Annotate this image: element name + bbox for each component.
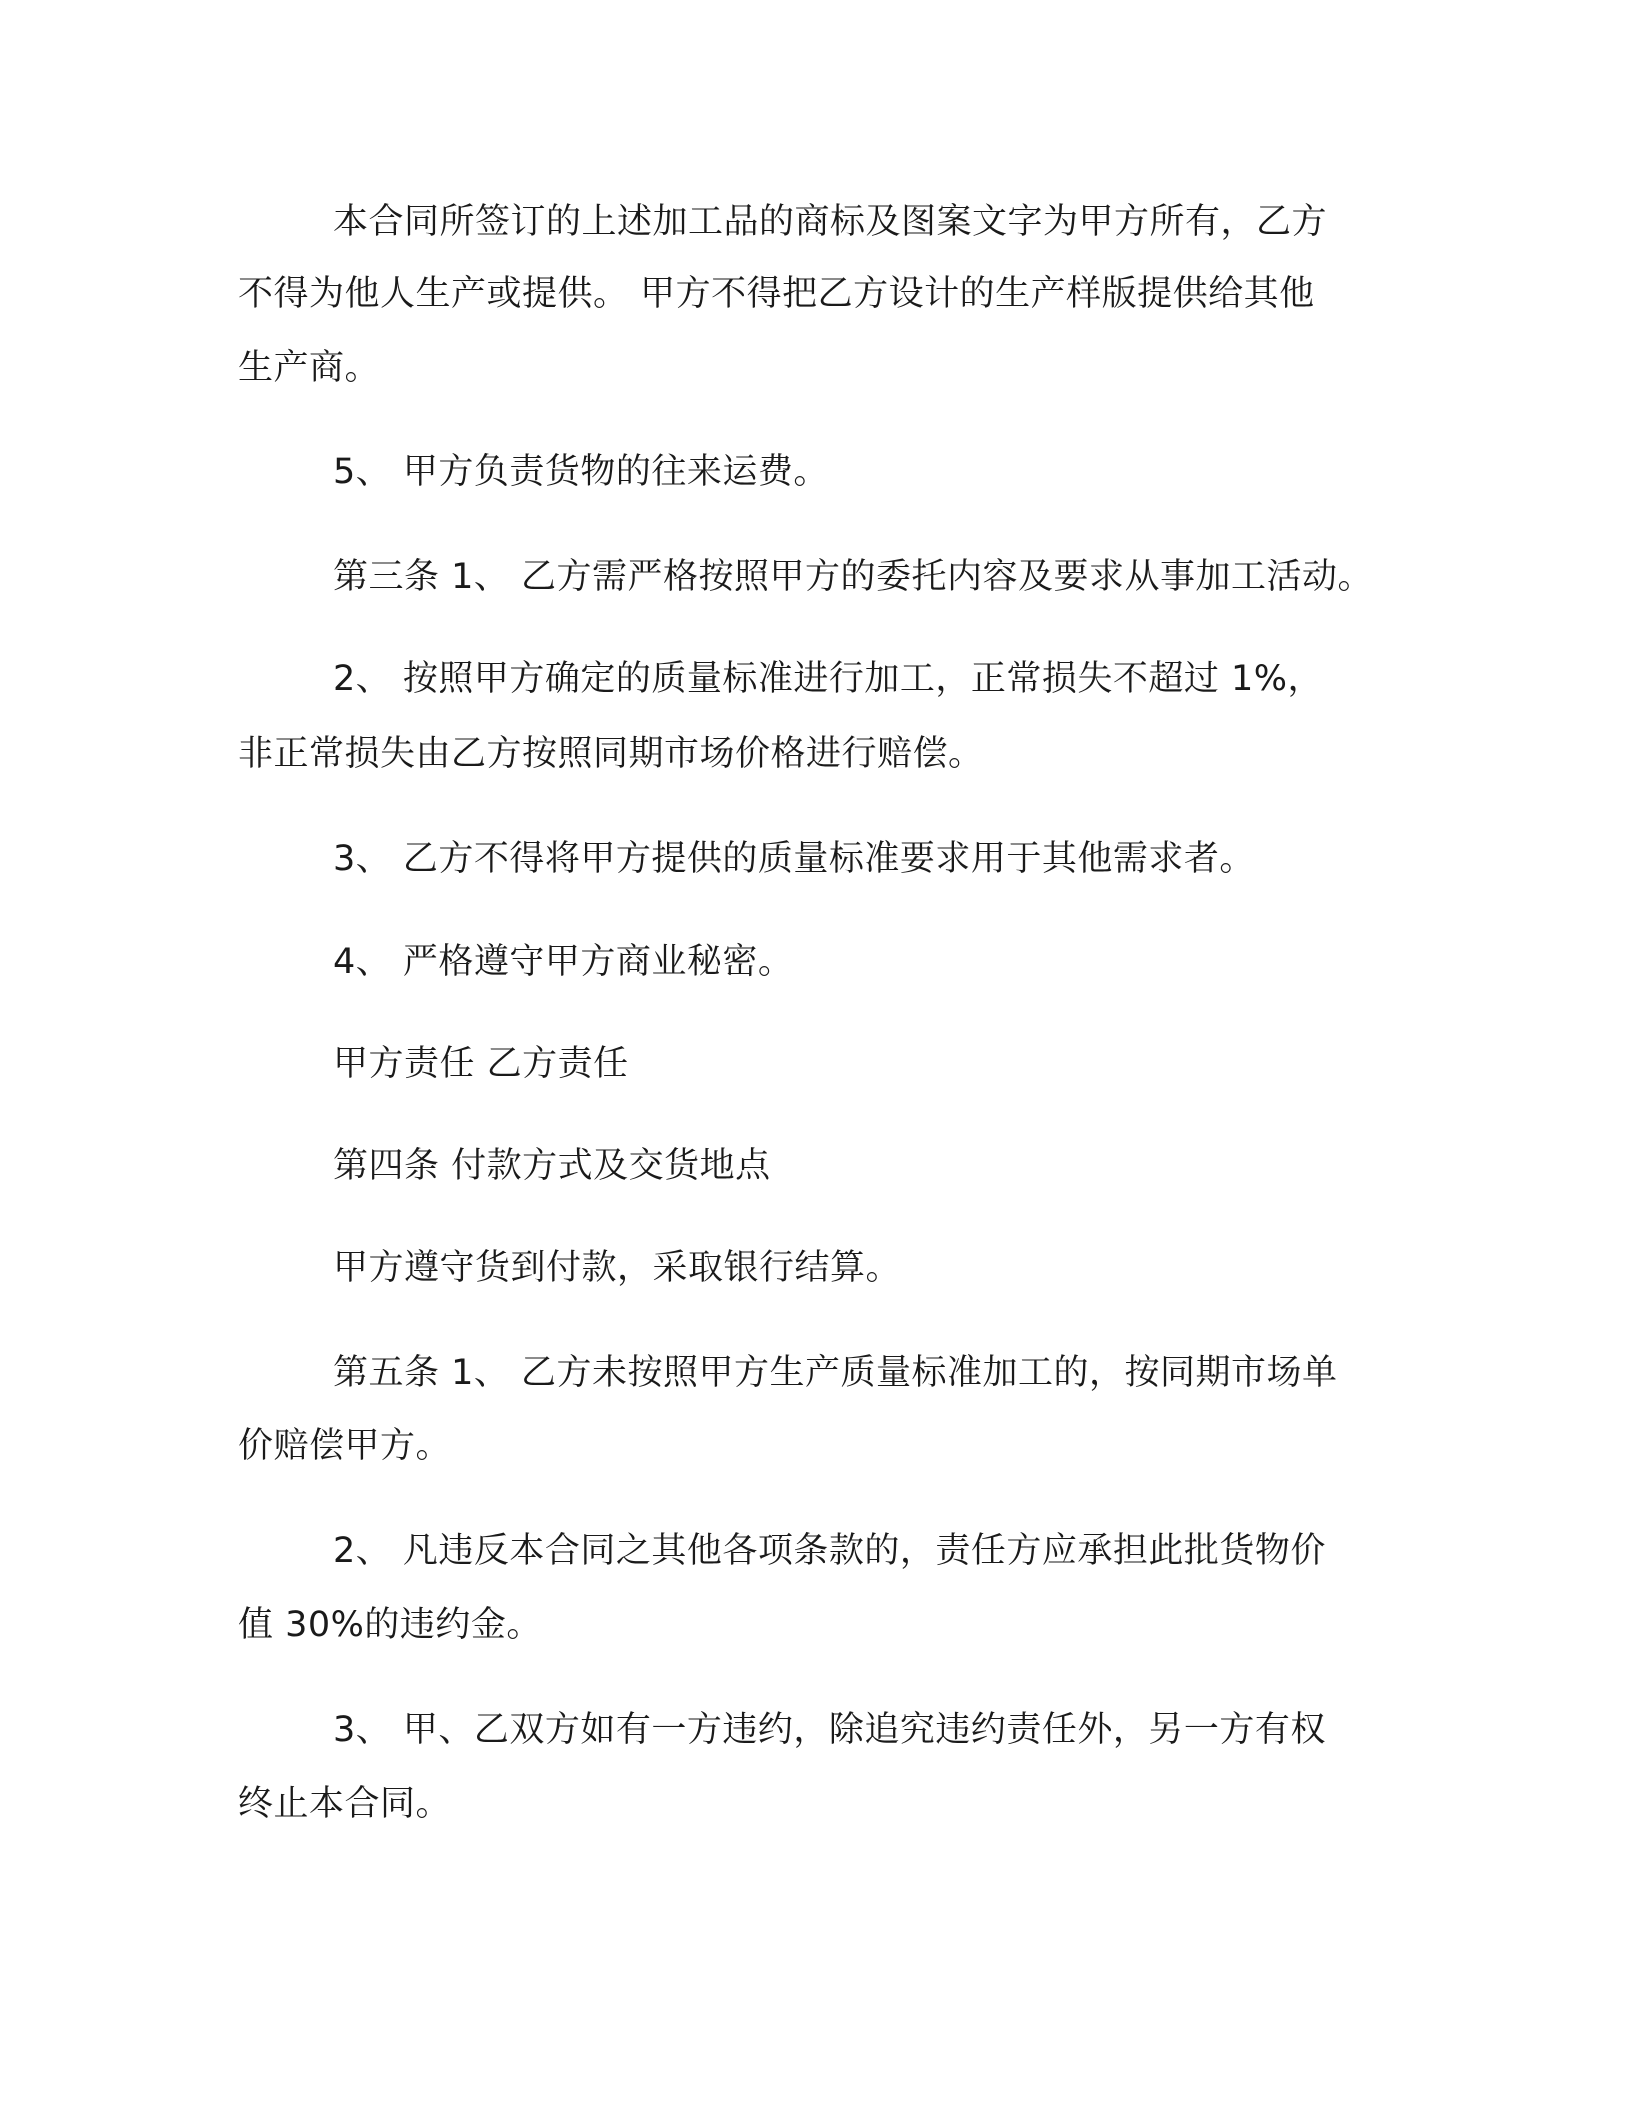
paragraph-5-line-1: 3、 乙方不得将甲方提供的质量标准要求用于其他需求者。 [333,839,1255,879]
paragraph-10-line-1: 第五条 1、 乙方未按照甲方生产质量标准加工的，按同期市场单 [333,1353,1338,1393]
paragraph-11-line-2: 值 30%的违约金。 [238,1605,542,1645]
paragraph-3-line-1: 第三条 1、 乙方需严格按照甲方的委托内容及要求从事加工活动。 [333,557,1374,597]
paragraph-11-line-1: 2、 凡违反本合同之其他各项条款的，责任方应承担此批货物价 [333,1531,1326,1571]
paragraph-9-line-1: 甲方遵守货到付款，采取银行结算。 [333,1248,902,1288]
paragraph-2-line-1: 5、 甲方负责货物的往来运费。 [333,452,829,492]
paragraph-8-line-1: 第四条 付款方式及交货地点 [333,1146,771,1186]
paragraph-12-line-1: 3、 甲、乙双方如有一方违约，除追究违约责任外，另一方有权 [333,1710,1326,1750]
paragraph-1-line-3: 生产商。 [238,348,381,388]
paragraph-7-line-1: 甲方责任 乙方责任 [333,1044,629,1084]
paragraph-4-line-1: 2、 按照甲方确定的质量标准进行加工，正常损失不超过 1%， [333,659,1324,699]
paragraph-1-line-1: 本合同所签订的上述加工品的商标及图案文字为甲方所有，乙方 [333,202,1328,242]
paragraph-6-line-1: 4、 严格遵守甲方商业秘密。 [333,942,794,982]
paragraph-4-line-2: 非正常损失由乙方按照同期市场价格进行赔偿。 [238,734,984,774]
paragraph-10-line-2: 价赔偿甲方。 [238,1426,452,1466]
paragraph-12-line-2: 终止本合同。 [238,1784,452,1824]
paragraph-1-line-2: 不得为他人生产或提供。 甲方不得把乙方设计的生产样版提供给其他 [238,274,1315,314]
